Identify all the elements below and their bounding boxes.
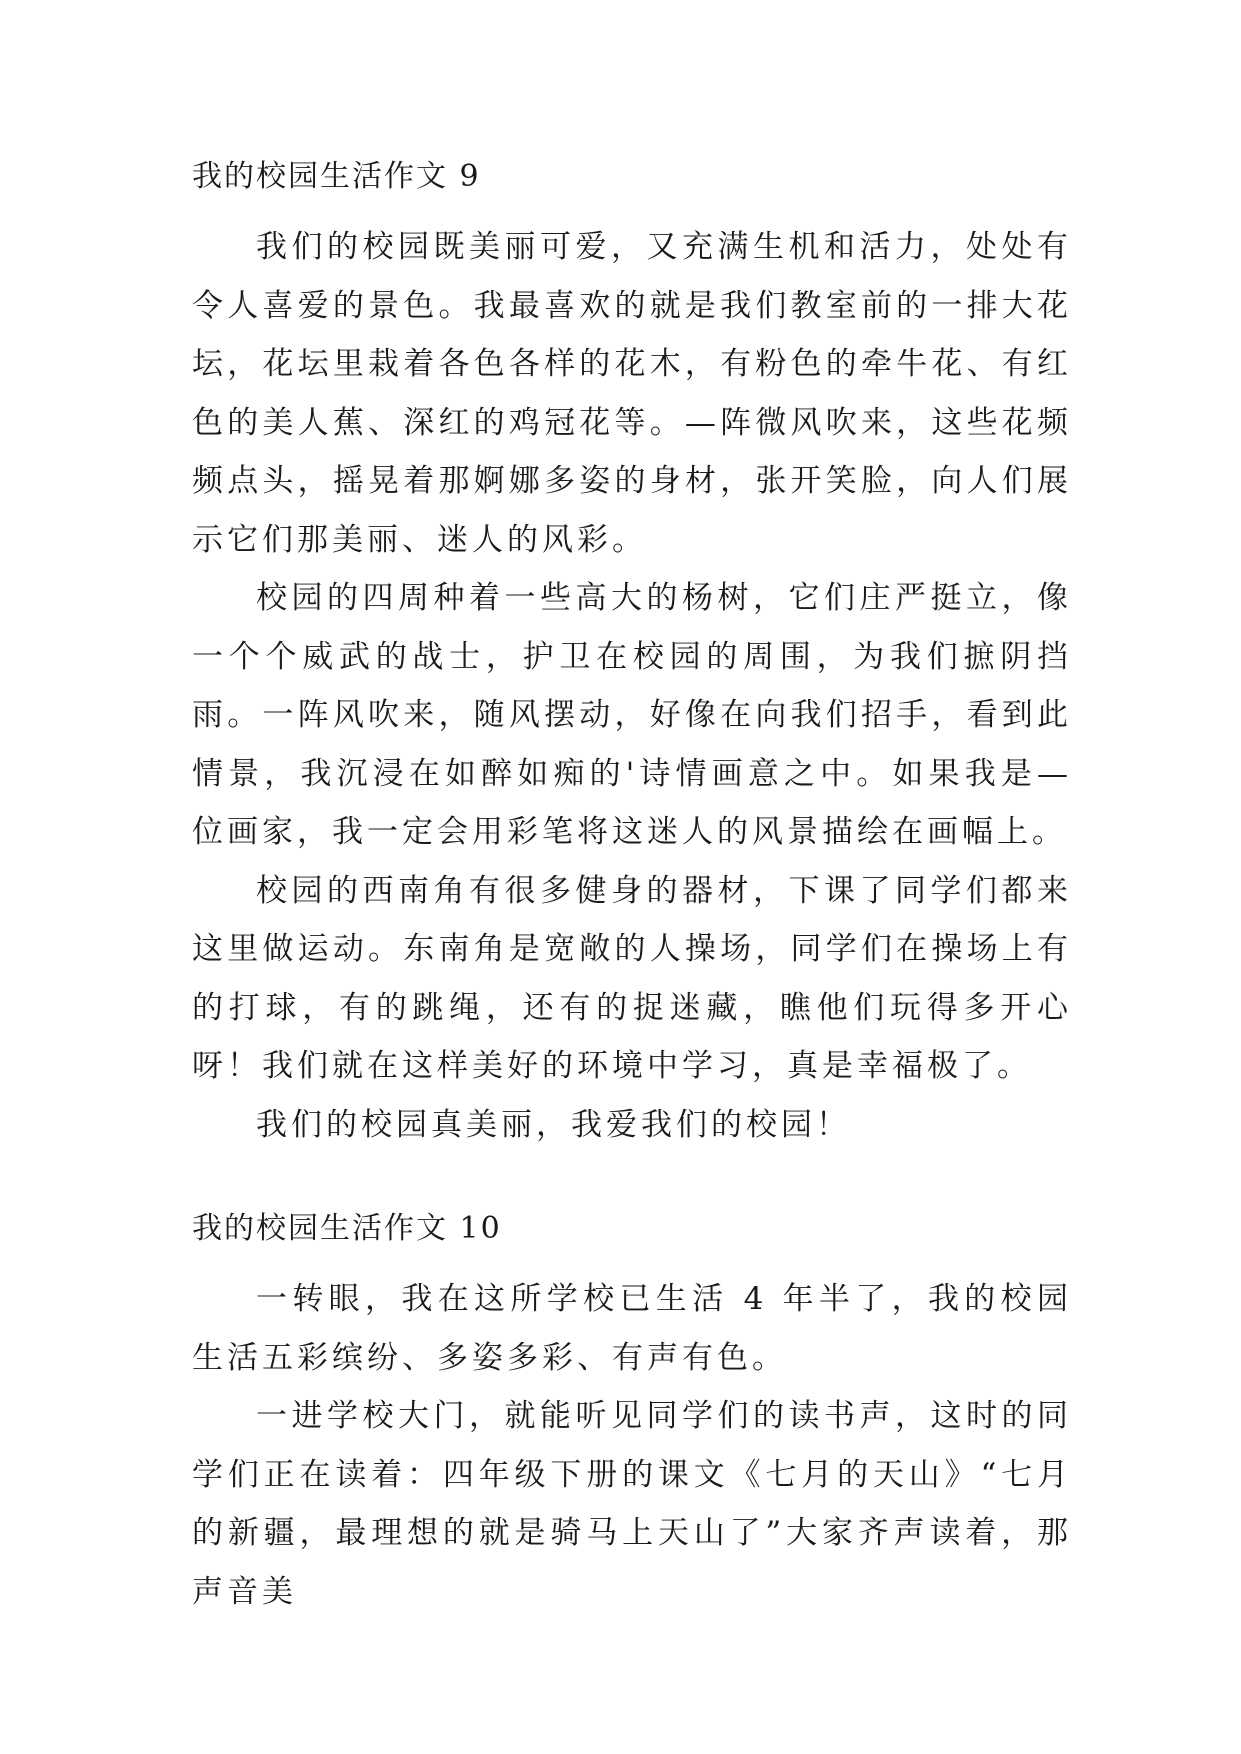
paragraph: 校园的西南角有很多健身的器材，下课了同学们都来这里做运动。东南角是宽敞的人操场，同学们在操场上有的打球，有的跳绳，还有的捉迷藏，瞧他们玩得多开心呀！我们就在这样美好的环境中学习，真是幸福极了。	[192, 872, 1072, 1084]
section-title: 我的校园生活作文 10	[192, 1211, 502, 1246]
section-divider	[192, 1154, 1072, 1210]
paragraph: 我们的校园既美丽可爱，又充满生机和活力，处处有令人喜爱的景色。我最喜欢的就是我们教室前的一排大花坛，花坛里栽着各色各样的花木，有粉色的牵牛花、有红色的美人蕉、深红的鸡冠花等。—阵微风吹来，这些花频频点头，摇晃着那婀娜多姿的身材，张开笑脸，向人们展示它们那美丽、迷人的风彩。	[192, 229, 1072, 558]
essay-section	[192, 158, 1072, 1154]
document-page	[192, 158, 1072, 1621]
paragraph: 一进学校大门，就能听见同学们的读书声，这时的同学们正在读着：四年级下册的课文《七月的天山》“七月的新疆，最理想的就是骑马上天山了”大家齐声读着，那声音美	[192, 1398, 1072, 1610]
paragraph: 校园的四周种着一些高大的杨树，它们庄严挺立，像一个个威武的战士，护卫在校园的周围，为我们摭阴挡雨。一阵风吹来，随风摆动，好像在向我们招手，看到此情景，我沉浸在如醉如痴的'诗情画意之中。如果我是—位画家，我一定会用彩笔将这迷人的风景描绘在画幅上。	[192, 580, 1072, 850]
section-title: 我的校园生活作文 9	[192, 159, 481, 194]
essay-section	[192, 1210, 1072, 1621]
paragraph: 一转眼，我在这所学校已生活 4 年半了，我的校园生活五彩缤纷、多姿多彩、有声有色。	[192, 1281, 1072, 1376]
paragraph: 我们的校园真美丽，我爱我们的校园！	[256, 1106, 851, 1143]
